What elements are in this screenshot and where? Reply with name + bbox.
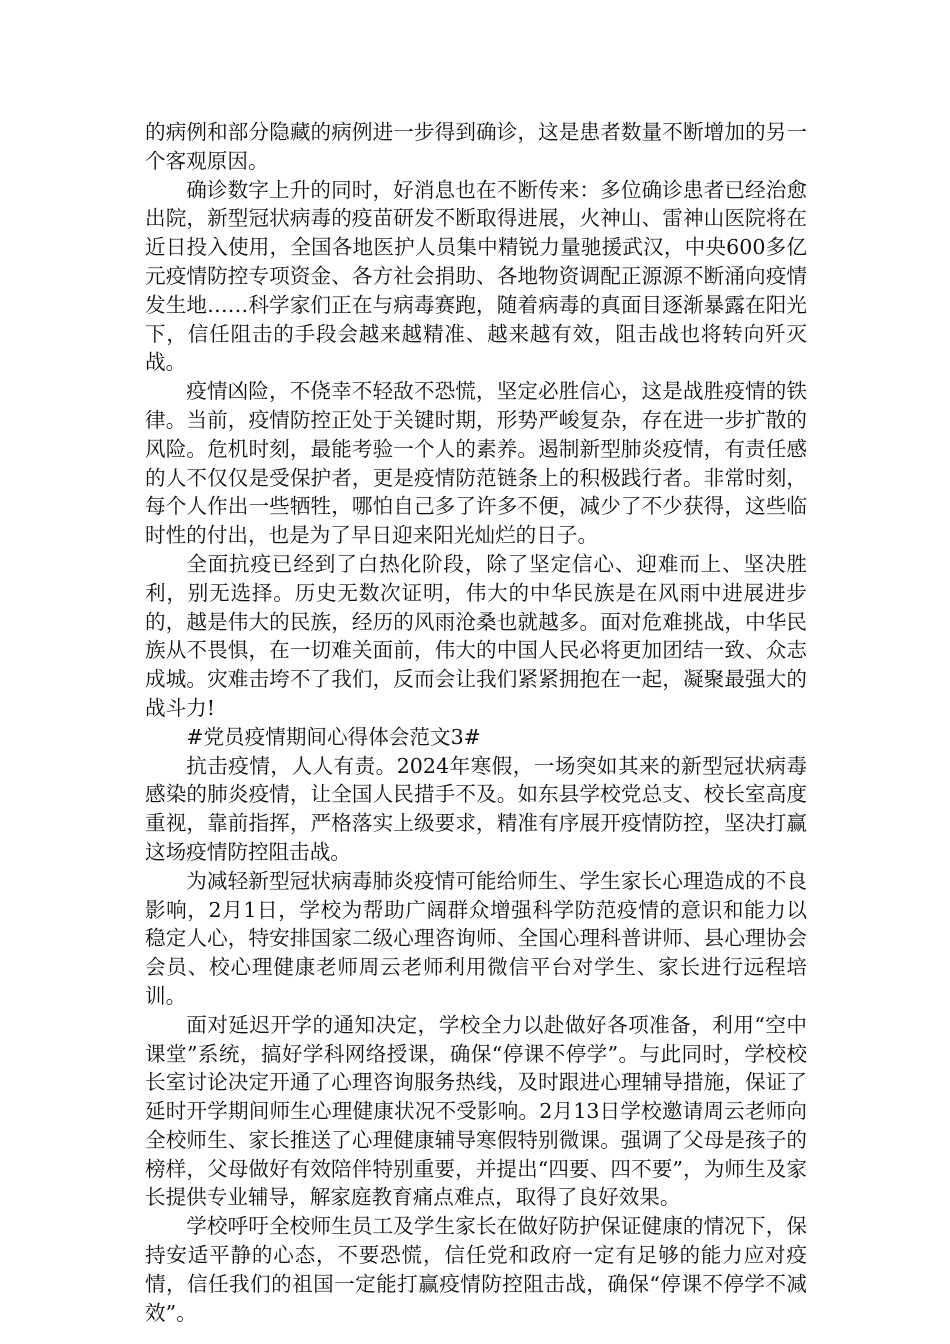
paragraph: 确诊数字上升的同时，好消息也在不断传来：多位确诊患者已经治愈出院，新型冠状病毒的疫苗研发不断取得进展，火神山、雷神山医院将在近日投入使用，全国各地医护人员集中精锐力量驰援武汉，中央600多亿元疫情防控专项资金、各方社会捐助、各地物资调配正源源不断涌向疫情发生地……科学家们正在与病毒赛跑，随着病毒的真面目逐渐暴露在阳光下，信任阻击的手段会越来越精准、越来越有效，阻击战也将转向歼灭战。: [145, 177, 807, 375]
paragraph: 全面抗疫已经到了白热化阶段，除了坚定信心、迎难而上、坚决胜利，别无选择。历史无数次证明，伟大的中华民族是在风雨中进展进步的，越是伟大的民族，经历的风雨沧桑也就越多。面对危难挑战，中华民族从不畏惧，在一切难关面前，伟大的中国人民必将更加团结一致、众志成城。灾难击垮不了我们，反而会让我们紧紧拥抱在一起，凝聚最强大的战斗力!: [145, 551, 807, 720]
paragraph-continuation: 的病例和部分隐藏的病例进一步得到确诊，这是患者数量不断增加的另一个客观原因。: [145, 120, 807, 173]
document-body: [145, 118, 807, 1327]
paragraph: 面对延迟开学的通知决定，学校全力以赴做好各项准备，利用“空中课堂”系统，搞好学科网络授课，确保“停课不停学”。与此同时，学校校长室讨论决定开通了心理咨询服务热线，及时跟进心理辅导措施，保证了延时开学期间师生心理健康状况不受影响。2月13日学校邀请周云老师向全校师生、家长推送了心理健康辅导寒假特别微课。强调了父母是孩子的榜样，父母做好有效陪伴特别重要，并提出“四要、四不要”，为师生及家长提供专业辅导，解家庭教育痛点难点，取得了良好效果。: [145, 1012, 807, 1210]
paragraph: 学校呼吁全校师生员工及学生家长在做好防护保证健康的情况下，保持安适平静的心态，不要恐慌，信任党和政府一定有足够的能力应对疫情，信任我们的祖国一定能打赢疫情防控阻击战，确保“停课不停学不减效”。: [145, 1214, 807, 1325]
paragraph: 为减轻新型冠状病毒肺炎疫情可能给师生、学生家长心理造成的不良影响，2月1日，学校为帮助广阔群众增强科学防范疫情的意识和能力以稳定人心，特安排国家二级心理咨询师、全国心理科普讲师、县心理协会会员、校心理健康老师周云老师利用微信平台对学生、家长进行远程培训。: [145, 868, 807, 1008]
paragraph: 疫情凶险，不侥幸不轻敌不恐慌，坚定必胜信心，这是战胜疫情的铁律。当前，疫情防控正处于关键时期，形势严峻复杂，存在进一步扩散的风险。危机时刻，最能考验一个人的素养。遏制新型肺炎疫情，有责任感的人不仅仅是受保护者，更是疫情防范链条上的积极践行者。非常时刻，每个人作出一些牺牲，哪怕自己多了许多不便，减少了不少获得，这些临时性的付出，也是为了早日迎来阳光灿烂的日子。: [145, 379, 807, 548]
paragraph: 抗击疫情，人人有责。2024年寒假，一场突如其来的新型冠状病毒感染的肺炎疫情，让全国人民措手不及。如东县学校党总支、校长室高度重视，靠前指挥，严格落实上级要求，精准有序展开疫情防控，坚决打赢这场疫情防控阻击战。: [145, 753, 807, 864]
section-heading: #党员疫情期间心得体会范文3#: [186, 724, 481, 749]
